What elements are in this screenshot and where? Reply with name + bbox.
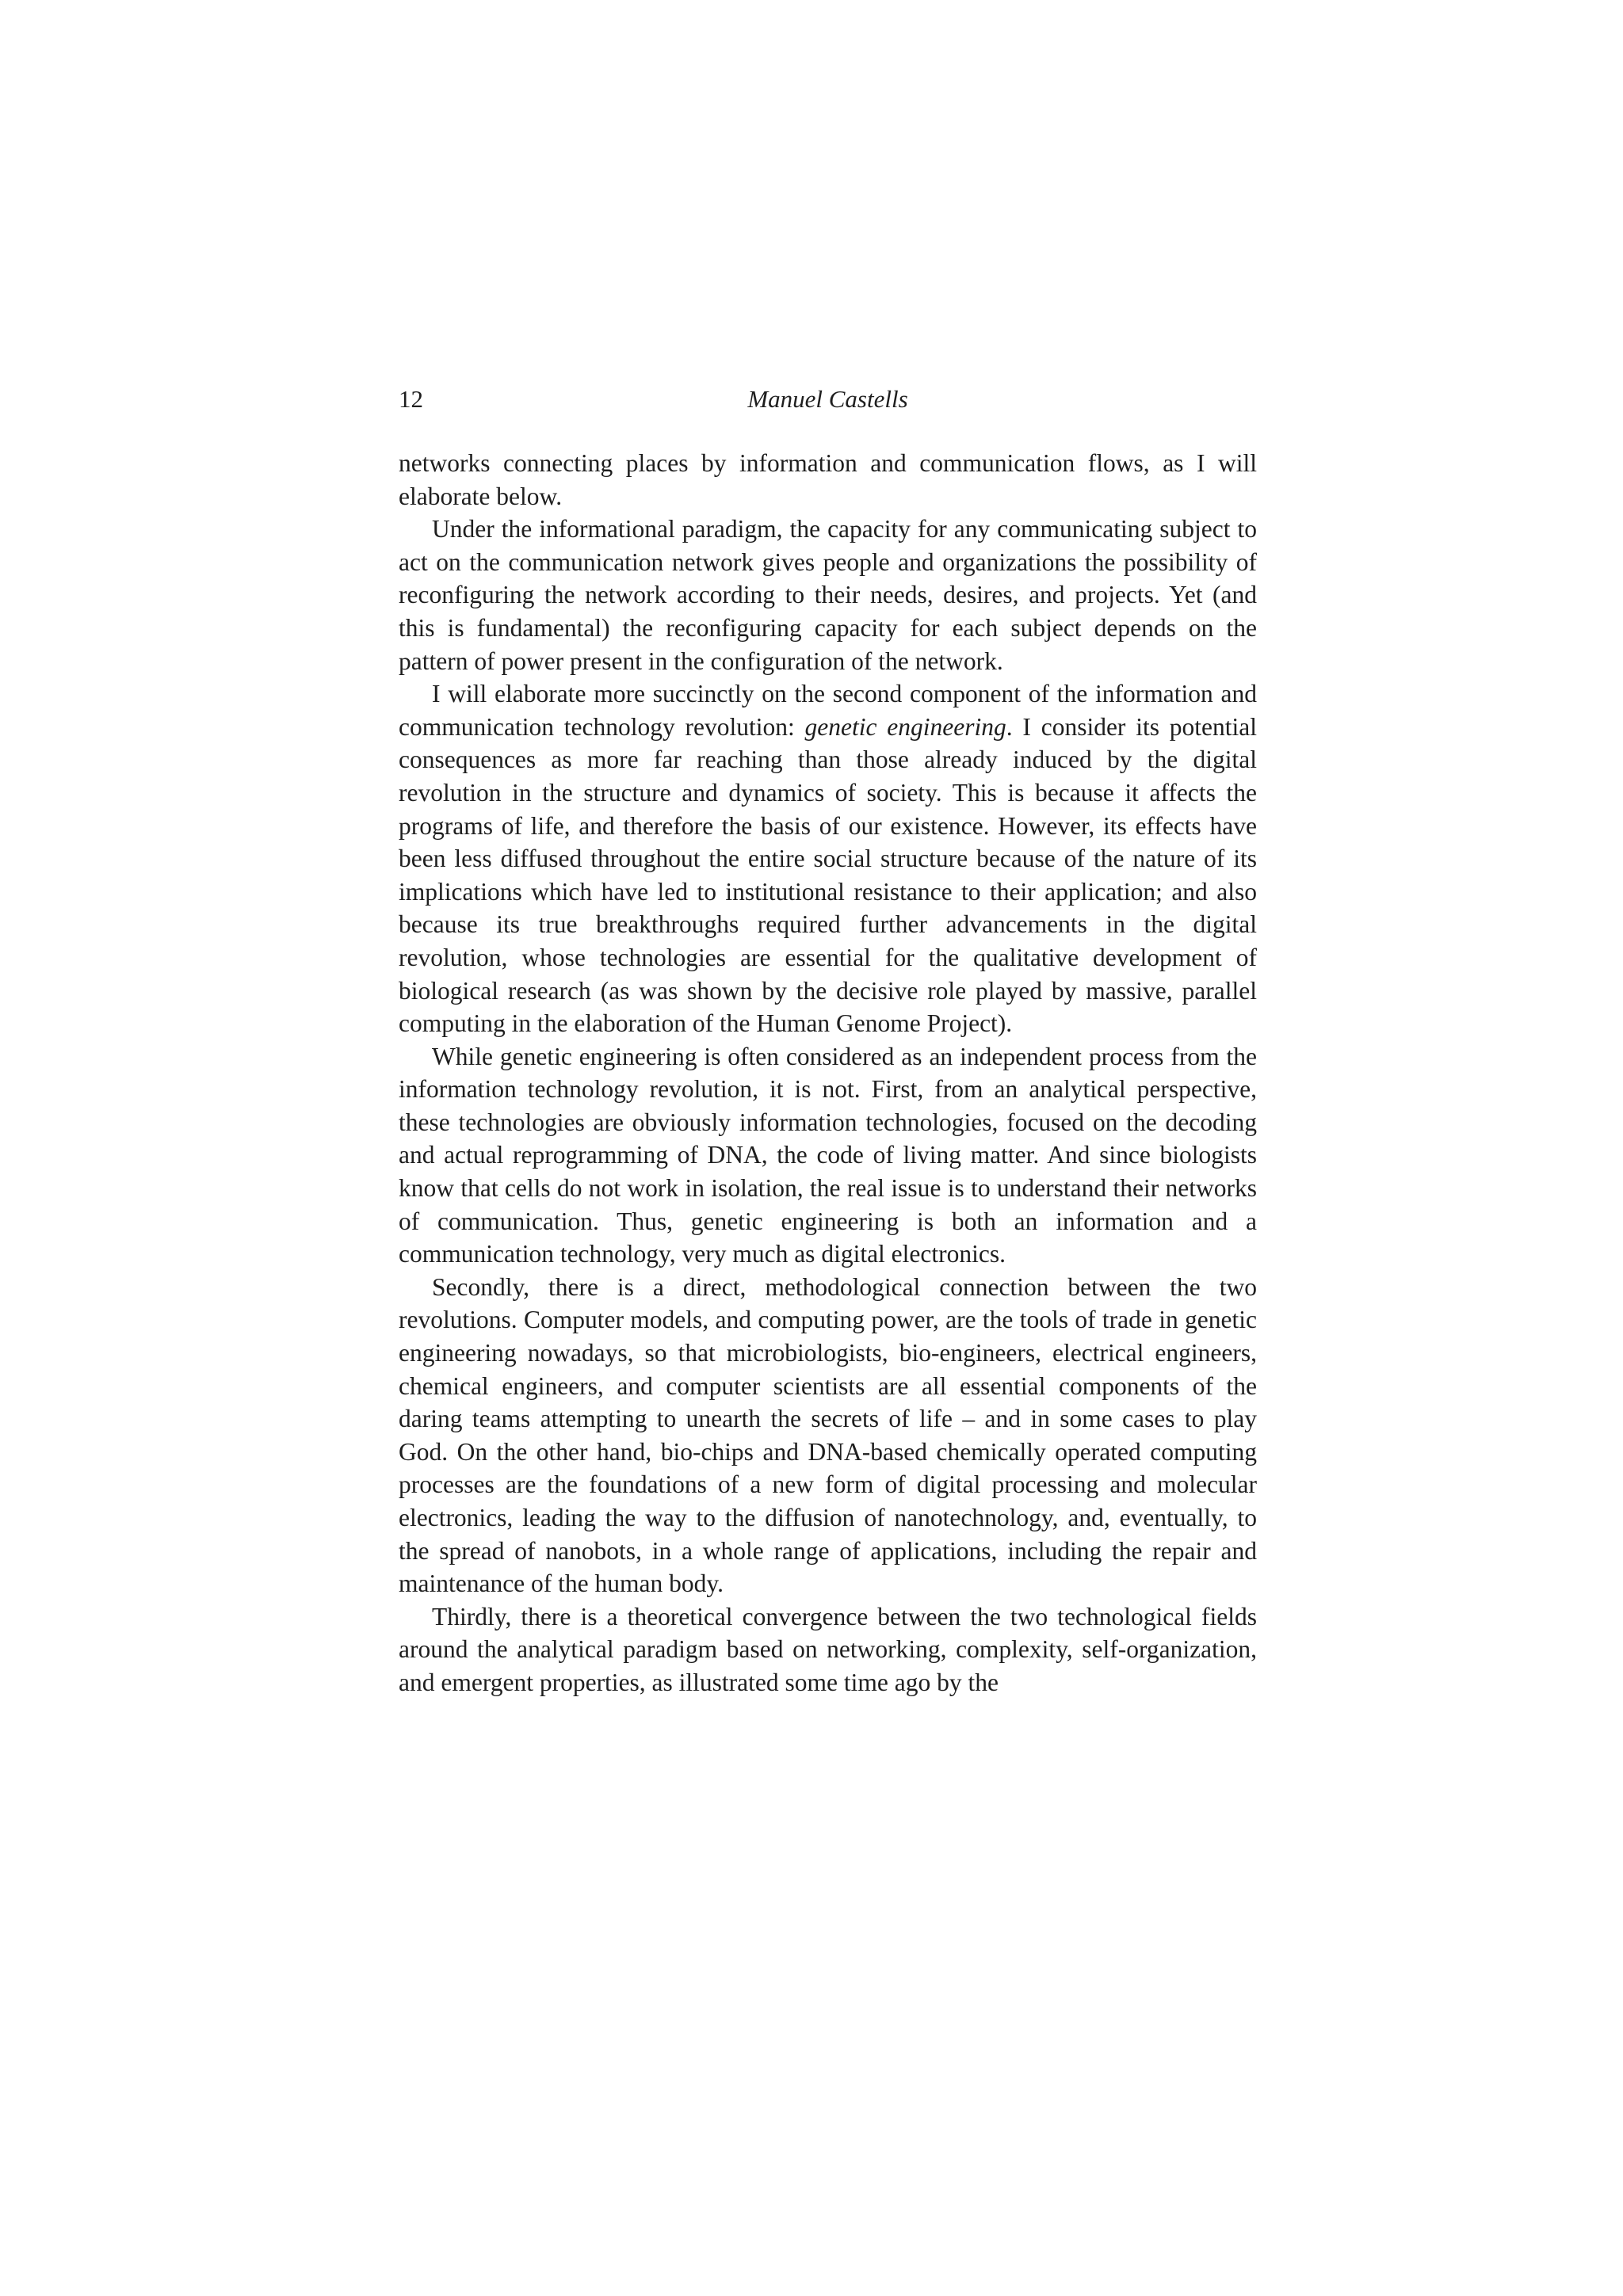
paragraph-continuation: networks connecting places by information and communication flows, as I will elaborate below. — [399, 449, 1257, 510]
paragraph-text: . I consider its potential consequences as more far reaching than those already induced by the digital revolution in the structure and dynamics of society. This is because it affects the programs of life, and therefore the basis of our existence. However, its effects have been less diffused throughout the entire social structure because of the nature of its implications which have led to institutional resistance to their application; and also because its true breakthroughs required further advancements in the digital revolution, whose technologies are essential for the qualitative development of biological research (as was shown by the decisive role played by massive, parallel computing in the elaboration of the Human Genome Project). — [399, 712, 1257, 1038]
emphasis-genetic-engineering: genetic engineering — [804, 712, 1006, 741]
running-header — [399, 379, 1257, 420]
book-page — [399, 379, 1257, 1699]
paragraph-second-methodological: Secondly, there is a direct, methodological connection between the two revolutions. Computer models, and computing power, are the tools of trade in genetic engineering nowadays, so that microbiologists, bio-engineers, electrical engineers, chemical engineers, and computer scientists are all essential components of the daring teams attempting to unearth the secrets of life – and in some cases to play God. On the other hand, bio-chips and DNA-based chemically operated computing processes are the foundations of a new form of digital processing and molecular electronics, leading the way to the diffusion of nanotechnology, and, eventually, to the spread of nanobots, in a whole range of applications, including the repair and maintenance of the human body. — [399, 1272, 1257, 1598]
page-number: 12 — [399, 385, 423, 413]
paragraph-text: I will elaborate more succinctly on the second component of the information and communication technology revolution: — [399, 680, 1257, 741]
body-text — [399, 447, 1257, 1699]
paragraph-first-analytical: While genetic engineering is often considered as an independent process from the information technology revolution, it is not. First, from an analytical perspective, these technologies are obviously information technologies, focused on the decoding and actual reprogramming of DNA, the code of living matter. And since biologists know that cells do not work in isolation, the real issue is to understand their networks of communication. Thus, genetic engineering is both an information and a communication technology, very much as digital electronics. — [399, 1042, 1257, 1268]
paragraph-third-theoretical: Thirdly, there is a theoretical convergence between the two technological fields around the analytical paradigm based on networking, complexity, self-organization, and emergent properties, as illustrated some time ago by the — [399, 1602, 1257, 1696]
paragraph-informational-paradigm: Under the informational paradigm, the capacity for any communicating subject to act on the communication network gives people and organizations the possibility of reconfiguring the network according to their needs, desires, and projects. Yet (and this is fundamental) the reconfiguring capacity for each subject depends on the pattern of power present in the configuration of the network. — [399, 515, 1257, 675]
running-title: Manuel Castells — [747, 385, 908, 413]
paragraph-genetic-engineering — [399, 677, 1257, 1040]
